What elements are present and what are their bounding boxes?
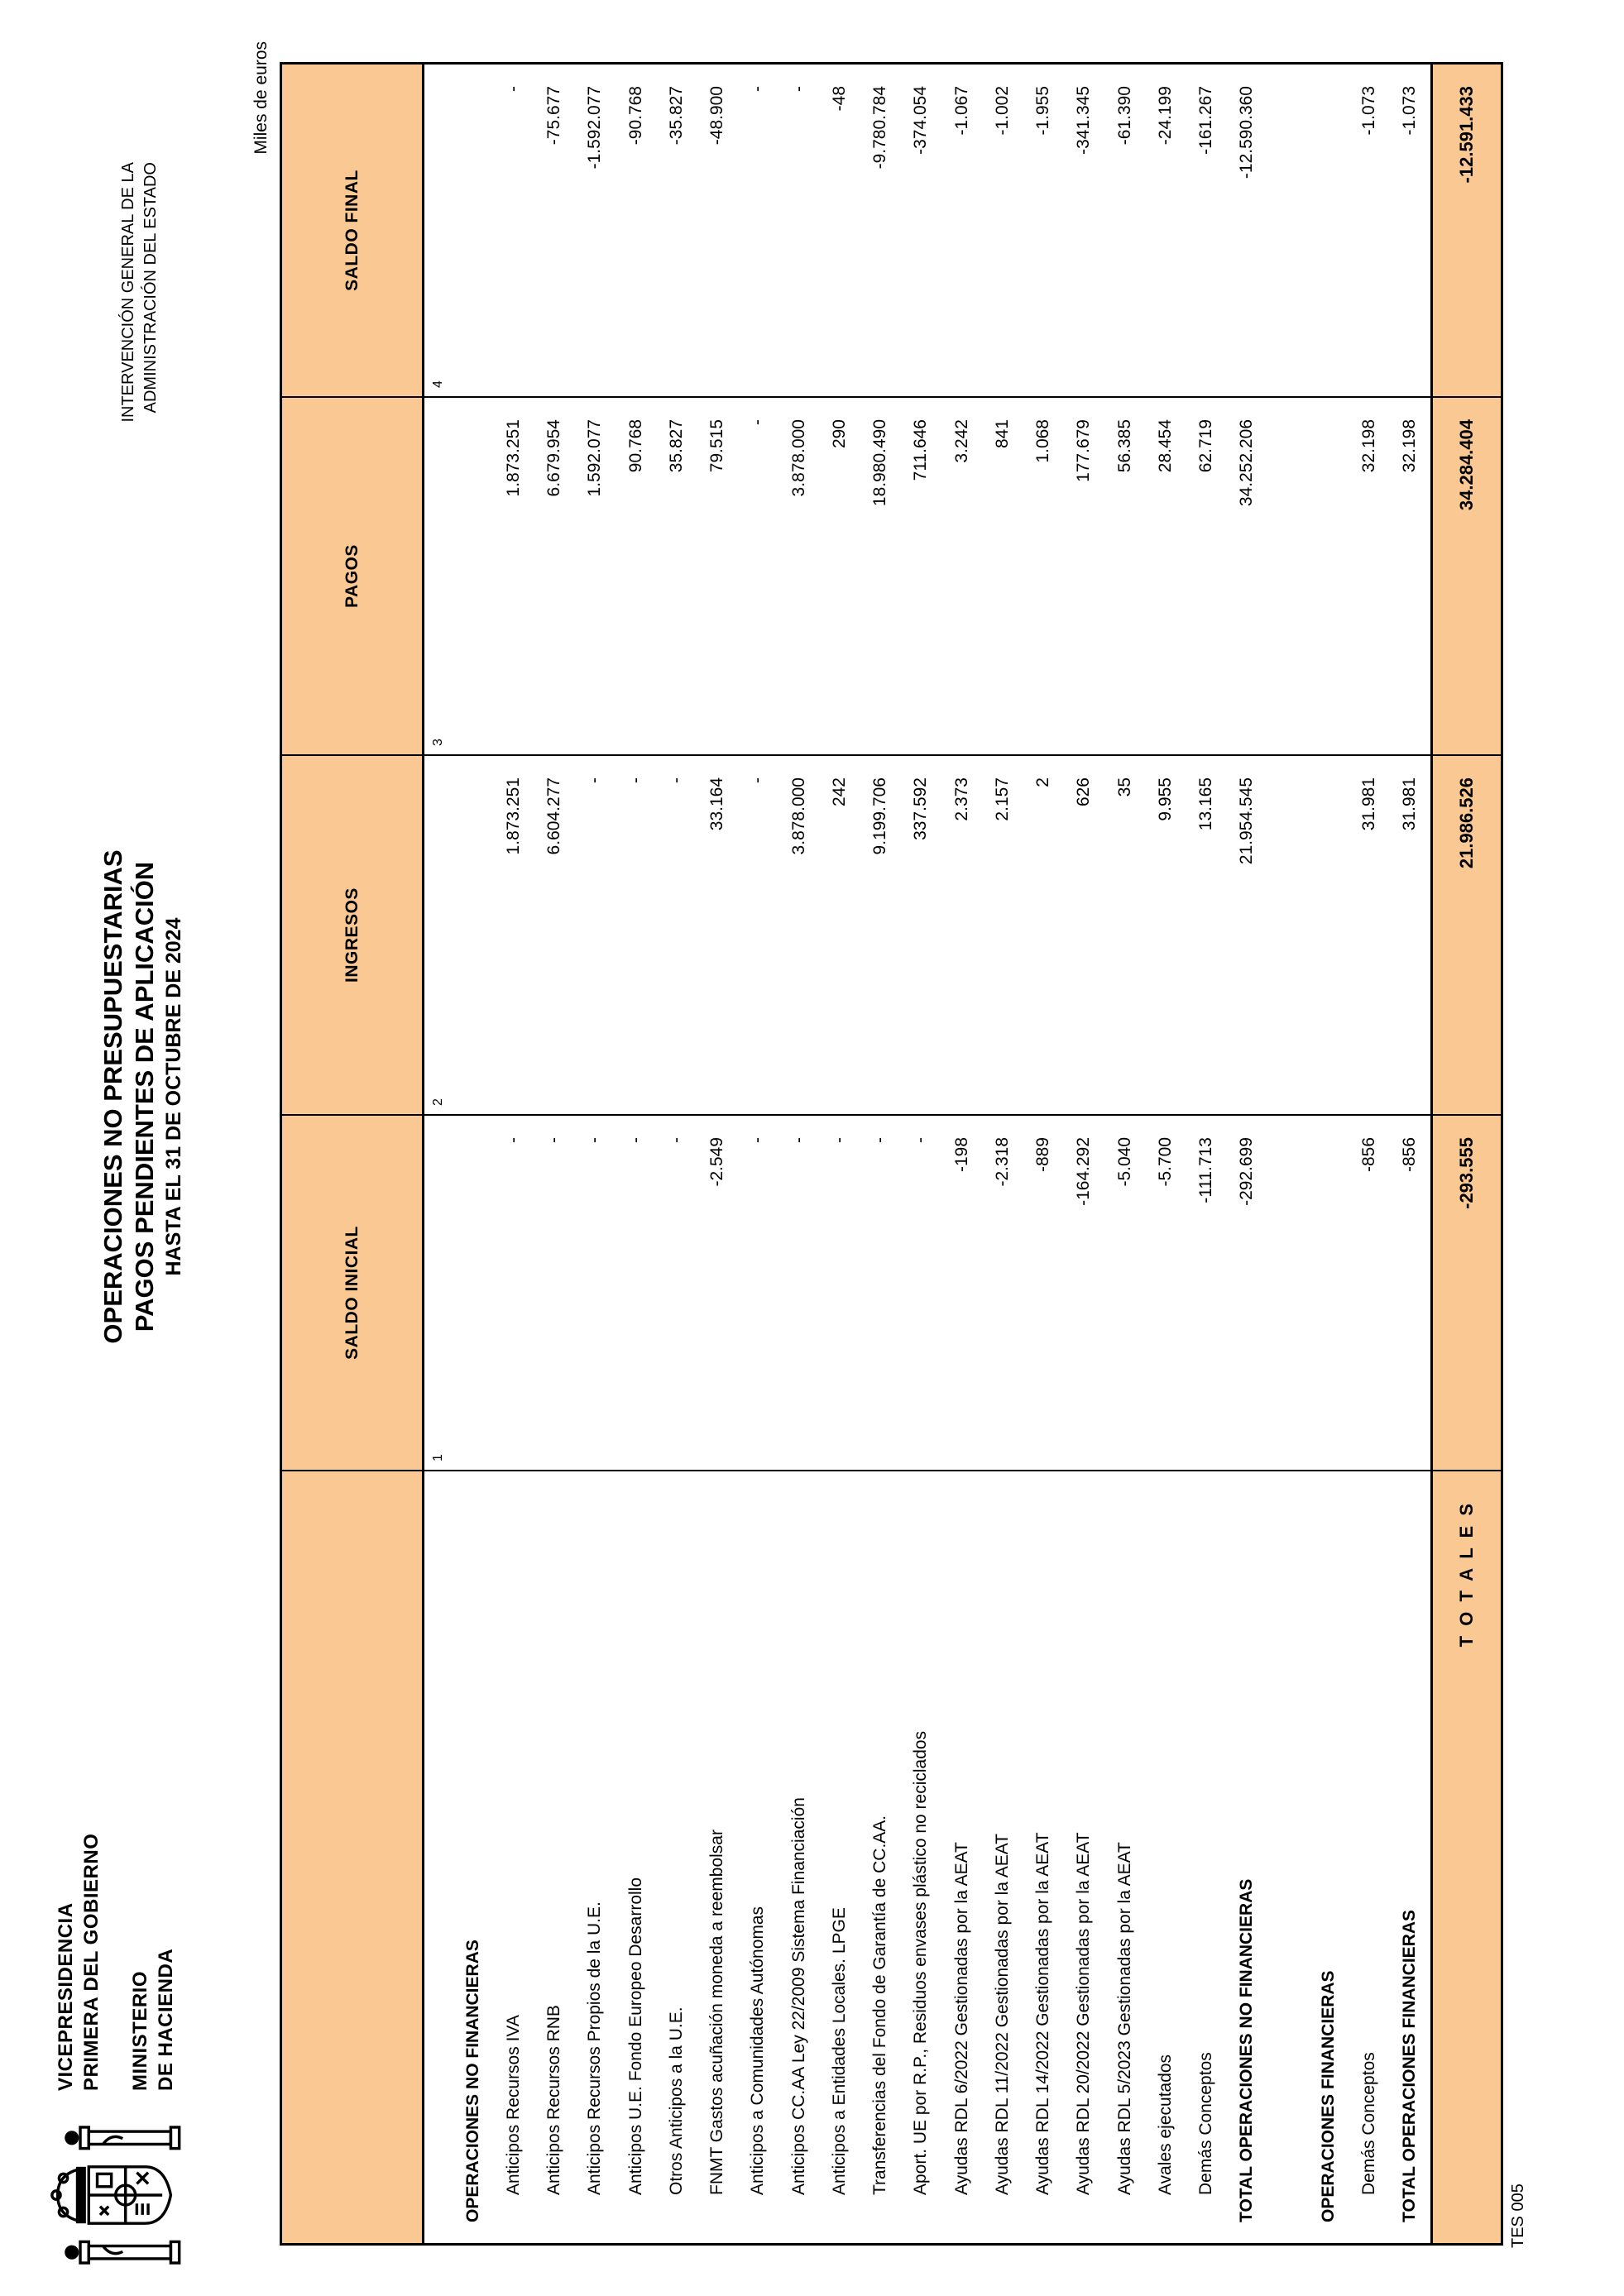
cell-saldo-inicial: -111.713 [1186,1114,1227,1470]
table-body [453,65,1430,2243]
cell-saldo-inicial: - [656,1114,697,1470]
column-number-1: 1 [424,1114,453,1470]
cell-ingresos: - [656,754,697,1114]
report-title-line2: PAGOS PENDIENTES DE APLICACIÓN [130,861,159,1332]
row-label: Avales ejecutados [1145,1470,1186,2243]
org-ministry-line1: MINISTERIO [129,1970,151,2091]
cell-pagos: 3.878.000 [778,396,819,754]
cell-saldo-inicial: - [819,1114,860,1470]
table-header-row [282,65,424,2243]
cell-saldo-final: -1.002 [992,86,1012,136]
column-header-concepts [282,1470,422,2243]
igae-line1: INTERVENCIÓN GENERAL DE LA [119,162,137,423]
row-label: Anticipos CC.AA Ley 22/2009 Sistema Financiación [778,1470,819,2243]
cell-ingresos [453,754,493,1114]
cell-saldo-final: -48.900 [707,86,727,146]
row-label: FNMT Gastos acuñación moneda a reembolsar [697,1470,738,2243]
column-number-blank [424,1470,453,2243]
table-row [941,65,982,2243]
table-row [1227,65,1267,2243]
table-row [697,65,738,2243]
org-ministry-line2: DE HACIENDA [155,1948,177,2091]
cell-ingresos: 33.164 [697,754,738,1114]
cell-pagos: 1.592.077 [575,396,616,754]
row-label: OPERACIONES FINANCIERAS [1308,1470,1349,2243]
row-label [1267,1470,1308,2243]
cell-pagos: 3.242 [941,396,982,754]
cell-ingresos: - [616,754,656,1114]
cell-saldo-final: -12.590.360 [1237,86,1257,179]
cell-ingresos: 35 [1104,754,1145,1114]
row-label: OPERACIONES NO FINANCIERAS [453,1470,493,2243]
column-number-2: 2 [424,754,453,1114]
cell-saldo-inicial: -2.318 [982,1114,1023,1470]
cell-ingresos: 6.604.277 [534,754,575,1114]
cell-saldo-inicial: - [575,1114,616,1470]
igae-line2: ADMINISTRACIÓN DEL ESTADO [141,162,160,414]
cell-saldo-inicial: -164.292 [1064,1114,1104,1470]
org-dept-line1: VICEPRESIDENCIA [55,1902,77,2091]
table-row [1349,65,1390,2243]
table-row [1390,65,1430,2243]
cell-saldo-final: -75.677 [544,86,564,146]
cell-ingresos: 626 [1064,754,1104,1114]
cell-saldo-inicial: -198 [941,1114,982,1470]
cell-pagos: 1.873.251 [493,396,534,754]
column-header-saldo-inicial: SALDO INICIAL [282,1114,422,1470]
column-number-4: 4 [431,380,445,388]
column-number-3: 3 [424,396,453,754]
cell-saldo-inicial: - [493,1114,534,1470]
column-header-pagos: PAGOS [282,396,422,754]
cell-ingresos: 31.981 [1390,754,1430,1114]
cell-saldo-inicial: - [860,1114,901,1470]
cell-saldo-inicial: - [616,1114,656,1470]
row-label: Ayudas RDL 6/2022 Gestionadas por la AEAT [941,1470,982,2243]
table-row [656,65,697,2243]
column-number-row [424,65,453,2243]
cell-pagos: 90.768 [616,396,656,754]
cell-saldo-final: -35.827 [666,86,686,146]
table-row [1145,65,1186,2243]
cell-ingresos: 9.955 [1145,754,1186,1114]
cell-saldo-final: -1.592.077 [585,86,605,170]
grand-total-pagos: 34.284.404 [1433,396,1501,754]
cell-pagos: 18.980.490 [860,396,901,754]
cell-pagos: 32.198 [1390,396,1430,754]
cell-ingresos: 2.157 [982,754,1023,1114]
table-row [778,65,819,2243]
cell-saldo-final: -24.199 [1155,86,1175,146]
row-label: Anticipos a Comunidades Autónomas [738,1470,778,2243]
cell-saldo-inicial: -5.040 [1104,1114,1145,1470]
cell-pagos: 79.515 [697,396,738,754]
row-label: Demás Conceptos [1349,1470,1390,2243]
cell-saldo-final: -1.067 [951,86,971,136]
cell-pagos: 28.454 [1145,396,1186,754]
cell-ingresos: - [575,754,616,1114]
cell-ingresos: 3.878.000 [778,754,819,1114]
cell-saldo-inicial: -856 [1390,1114,1430,1470]
cell-pagos: 1.068 [1023,396,1064,754]
table-row [493,65,534,2243]
cell-pagos: - [738,396,778,754]
column-header-ingresos: INGRESOS [282,754,422,1114]
cell-ingresos: 337.592 [901,754,941,1114]
cell-pagos: 6.679.954 [534,396,575,754]
cell-saldo-final: -161.267 [1196,86,1216,155]
row-label: TOTAL OPERACIONES NO FINANCIERAS [1227,1470,1267,2243]
table-row [1023,65,1064,2243]
row-label: Ayudas RDL 20/2022 Gestionadas por la AEAT [1064,1470,1104,2243]
cell-ingresos: 2.373 [941,754,982,1114]
cell-saldo-inicial: - [901,1114,941,1470]
cell-saldo-inicial: -292.699 [1227,1114,1267,1470]
row-label: Aport. UE por R.P., Residuos envases plástico no reciclados [901,1470,941,2243]
cell-pagos: 290 [819,396,860,754]
cell-saldo-inicial: - [738,1114,778,1470]
cell-saldo-inicial: -856 [1349,1114,1390,1470]
cell-pagos: 62.719 [1186,396,1227,754]
cell-saldo-final: -1.073 [1400,86,1420,136]
grand-total-label: T O T A L E S [1433,1470,1501,2243]
cell-pagos [453,396,493,754]
cell-pagos: 711.646 [901,396,941,754]
cell-ingresos [1308,754,1349,1114]
cell-saldo-inicial: -2.549 [697,1114,738,1470]
table-row [1267,65,1308,2243]
cell-pagos: 34.252.206 [1227,396,1267,754]
table-row [453,65,493,2243]
cell-pagos: 32.198 [1349,396,1390,754]
grand-total-saldo-inicial: -293.555 [1433,1114,1501,1470]
grand-total-row [1430,65,1501,2243]
row-label: Anticipos U.E. Fondo Europeo Desarrollo [616,1470,656,2243]
cell-saldo-inicial: - [778,1114,819,1470]
table-row [534,65,575,2243]
cell-saldo-final: - [788,86,808,92]
units-note: Miles de euros [252,41,271,155]
cell-saldo-final: -1.955 [1033,86,1053,136]
cell-ingresos: 13.165 [1186,754,1227,1114]
cell-saldo-final: -61.390 [1114,86,1134,146]
row-label: Ayudas RDL 5/2023 Gestionadas por la AEAT [1104,1470,1145,2243]
cell-ingresos: 242 [819,754,860,1114]
row-label: Anticipos Recursos IVA [493,1470,534,2243]
table-row [738,65,778,2243]
column-header-saldo-final: SALDO FINAL [282,65,422,396]
cell-saldo-final [453,65,493,396]
org-dept-line2: PRIMERA DEL GOBIERNO [80,1833,103,2091]
cell-saldo-final: -341.345 [1074,86,1094,155]
cell-saldo-final: - [748,86,768,92]
cell-saldo-final: -90.768 [625,86,645,146]
form-code: TES 005 [1509,2184,1527,2248]
grand-total-ingresos: 21.986.526 [1433,754,1501,1114]
report-title-line1: OPERACIONES NO PRESUPUESTARIAS [98,849,127,1344]
table-row [575,65,616,2243]
cell-saldo-inicial: - [534,1114,575,1470]
cell-saldo-inicial [1267,1114,1308,1470]
grand-total-saldo-final: -12.591.433 [1433,65,1501,396]
cell-saldo-final [1308,65,1349,396]
cell-ingresos: - [738,754,778,1114]
operations-table [280,62,1503,2246]
table-row [1308,65,1349,2243]
table-row [901,65,941,2243]
cell-saldo-final: -1.073 [1359,86,1379,136]
table-row [1064,65,1104,2243]
row-label: Anticipos Recursos Propios de la U.E. [575,1470,616,2243]
table-row [860,65,901,2243]
cell-ingresos: 2 [1023,754,1064,1114]
igae-block [117,162,162,725]
row-label: Anticipos a Entidades Locales. LPGE [819,1470,860,2243]
row-label: Anticipos Recursos RNB [534,1470,575,2243]
report-title-line3: HASTA EL 31 DE OCTUBRE DE 2024 [162,917,185,1276]
cell-pagos: 56.385 [1104,396,1145,754]
cell-saldo-inicial: -889 [1023,1114,1064,1470]
table-row [982,65,1023,2243]
table-row [1104,65,1145,2243]
cell-pagos: 177.679 [1064,396,1104,754]
cell-saldo-inicial: -5.700 [1145,1114,1186,1470]
row-label: Otros Anticipos a la U.E. [656,1470,697,2243]
table-row [616,65,656,2243]
cell-saldo-inicial [1308,1114,1349,1470]
cell-pagos: 35.827 [656,396,697,754]
cell-ingresos: 31.981 [1349,754,1390,1114]
cell-saldo-final: -48 [829,86,849,112]
cell-pagos [1308,396,1349,754]
row-label: Ayudas RDL 11/2022 Gestionadas por la AEAT [982,1470,1023,2243]
cell-saldo-final: -9.780.784 [870,86,890,170]
cell-saldo-final: - [503,86,523,92]
cell-saldo-final [1267,65,1308,396]
row-label: Ayudas RDL 14/2022 Gestionadas por la AEAT [1023,1470,1064,2243]
cell-ingresos: 21.954.545 [1227,754,1267,1114]
row-label: Demás Conceptos [1186,1470,1227,2243]
cell-saldo-final: -374.054 [911,86,931,155]
cell-pagos [1267,396,1308,754]
cell-ingresos [1267,754,1308,1114]
row-label: TOTAL OPERACIONES FINANCIERAS [1390,1470,1430,2243]
cell-ingresos: 1.873.251 [493,754,534,1114]
cell-saldo-inicial [453,1114,493,1470]
cell-pagos: 841 [982,396,1023,754]
table-row [1186,65,1227,2243]
table-row [819,65,860,2243]
cell-ingresos: 9.199.706 [860,754,901,1114]
row-label: Transferencias del Fondo de Garantía de CC.AA. [860,1470,901,2243]
